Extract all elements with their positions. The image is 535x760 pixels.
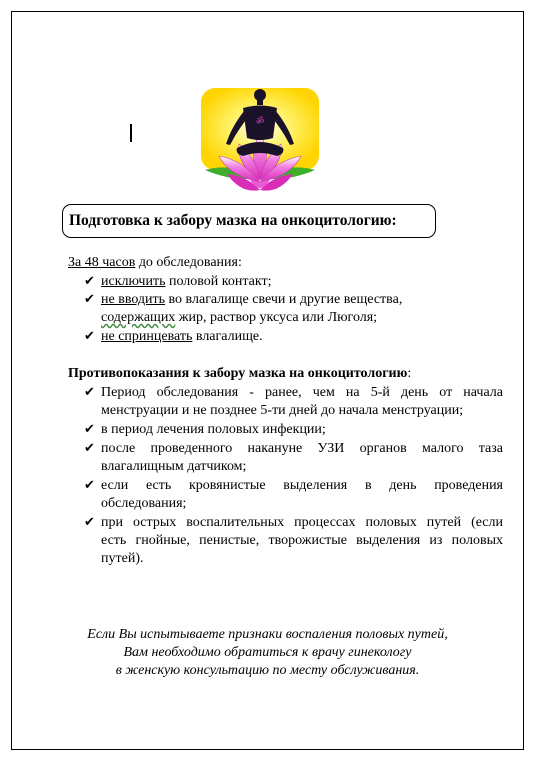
checkmark-icon: ✔ [84,329,95,344]
prep-item-1 [101,273,271,291]
contra-item-1-line-2: менструации и не позднее 5-ти дней до начала менструации; [101,403,464,418]
contra-heading-bold: Противопоказания к забору мазка на онкоцитологию [68,366,408,381]
contra-item-3-line-1: после проведенного накануне УЗИ органов малого таза [101,441,503,456]
prep-intro [68,254,242,272]
checkmark-icon: ✔ [84,422,95,437]
contra-item-4-line-1: если есть кровянистые выделения в день проведения [101,478,503,493]
page-title: Подготовка к забору мазка на онкоцитологию: [69,212,397,229]
prep-item-2 [101,291,402,309]
prep-item-3-underlined: не спринцевать [101,329,193,344]
contra-item-1-line-1: Период обследования - ранее, чем на 5-й день от начала [101,385,503,400]
contra-item-5-line-2: есть гнойные, пенистые, творожистые выделения из половых [101,533,503,548]
contra-heading [68,365,411,383]
prep-item-1-rest: половой контакт; [165,274,272,289]
footer-line-3: в женскую консультацию по месту обслуживания. [115,663,420,678]
prep-item-2-squiggle-word: содержащих [101,310,176,325]
checkmark-icon: ✔ [84,515,95,530]
prep-item-2-underlined: не вводить [101,292,166,307]
prep-intro-rest: до обследования: [135,255,242,270]
checkmark-icon: ✔ [84,441,95,456]
prep-item-2-rest: во влагалище свечи и другие вещества, [165,292,403,307]
om-symbol: ॐ [255,117,265,127]
checkmark-icon: ✔ [84,478,95,493]
checkmark-icon: ✔ [84,292,95,307]
prep-item-2-cont-rest: жир, раствор уксуса или Люголя; [175,310,378,325]
footer-line-2: Вам необходимо обратиться к врачу гинекологу [123,645,412,660]
contra-item-4-line-2: обследования; [101,496,187,511]
footer-line-1: Если Вы испытываете признаки воспаления половых путей, [87,627,448,642]
contra-item-2: в период лечения половых инфекции; [101,422,326,437]
contra-item-5-line-3: путей). [101,551,144,566]
contra-item-3-line-2: влагалищным датчиком; [101,459,247,474]
prep-item-1-underlined: исключить [101,274,166,289]
contra-heading-colon: : [407,366,412,381]
title-box [62,204,436,238]
text-cursor [130,124,132,142]
prep-intro-underlined: За 48 часов [68,255,136,270]
checkmark-icon: ✔ [84,274,95,289]
prep-item-3 [101,328,263,346]
checkmark-icon: ✔ [84,385,95,400]
contra-item-5-line-1: при острых воспалительных процессах половых путей (если [101,515,503,530]
prep-item-3-rest: влагалище. [192,329,263,344]
prep-item-2-continuation [101,309,377,327]
yoga-lotus-logo [199,86,321,196]
